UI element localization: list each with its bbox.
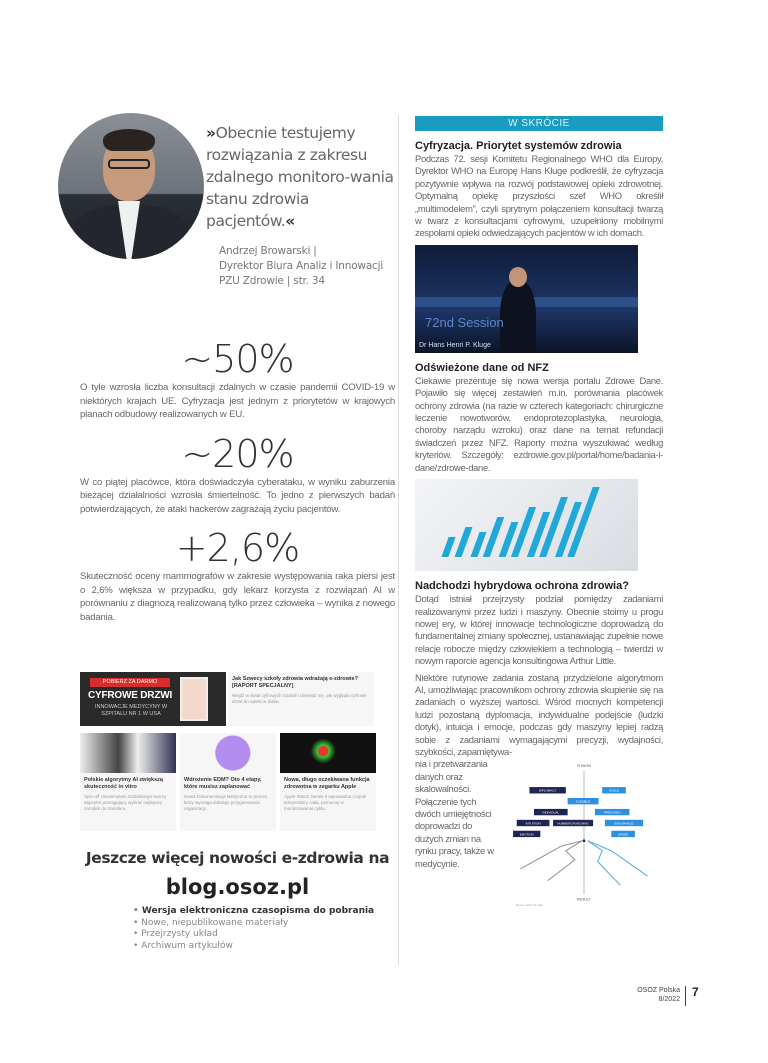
blog-card[interactable]: Wdrożenie EDM? Oto 4 etapy, które musisz zaplanować Nowa Dokumentacja Medyczna to proces, który wymaga dobrego przygotowania organizacji. [180, 733, 276, 831]
section-bar: W SKRÓCIE [415, 116, 663, 131]
quote-attribution: Andrzej Browarski | Dyrektor Biura Analiz i Innowacji PZU Zdrowie | str. 34 [219, 245, 384, 287]
promo-bullets: • Wersja elektroniczna czasopisma do pobrania • Nowe, niepublikowane materiały • Przejrzysty układ • Archiwum artykułów [133, 906, 374, 952]
article-text: Niektóre rutynowe zadania zostaną przydzielone algorytmom AI, umożliwiając pracownikom ochrony zdrowia skupienie się na zadaniach o wyższej wartości. Wśród mocnych kompetencji ludzi pozostaną dyplomacja, indywidualne podejście (ludzki dotyk), intuicja i emocje, podczas gdy maszyny lepiej radzą sobie z zadaniami wymagającymi precyzji, wydajności, szybkości, zapamiętywa- [415, 671, 663, 757]
article-title: Nadchodzi hybrydowa ochrona zdrowia? [415, 580, 629, 593]
svg-text:SCALE: SCALE [609, 789, 619, 794]
column-divider [398, 115, 399, 965]
stat-block [80, 432, 395, 517]
ad-article[interactable]: Jak Szwecy szkoły zdrowia wdrażają e-zdrowie? [RAPORT SPECJALNY] Wejdź w świat cyfrowych szpitali i dowiedz się, jak wygląda cyfrowe drzwi do opieki w dobie. [228, 672, 374, 726]
article-title: Odświeżone dane od NFZ [415, 361, 549, 374]
svg-text:RESULT: RESULT [576, 898, 592, 903]
svg-text:ENDURANCE: ENDURANCE [614, 821, 634, 826]
human-machine-diagram [505, 758, 663, 908]
who-conference-photo: 72nd Session Dr Hans Henri P. Kluge [415, 245, 638, 353]
quote-box [206, 122, 396, 289]
chart-photo [415, 479, 638, 571]
ad-banner[interactable]: POBIERZ ZA DARMO CYFROWE DRZWI INNOWACJE MEDYCYNY W SZPITALU NR 1 W USA [80, 672, 226, 726]
article-text: Ciekawie prezentuje się nowa wersja portalu Zdrowe Dane. Pojawiło się więcej zestawień m.in. porównania placówek ochrony zdrowia (na razie w czterech kategoriach: chirurgiczne leczenie nowotworów, endoprotezoplastyka, neurologia, choroby narządu wzroku) oraz dane na temat refundacji świadczeń przez NFZ. Raporty można wyszukiwać według kryteriów. Szczegóły: ezdrowie.gov.pl/portal/home/badania-i-dane/zdrowe-dane. [415, 374, 663, 473]
promo-heading: Jeszcze więcej nowości e-zdrowia na [85, 849, 390, 867]
stats-list [80, 337, 395, 624]
pull-quote: »Obecnie testujemy rozwiązania z zakresu zdalnego monitoro-wania stanu zdrowia pacjentów.« [206, 124, 394, 230]
blog-card[interactable]: Nowa, długo oczekiwana funkcja zdrowotna w zegarku Apple Apple Watch Series 8 wprowadza czujnik temperatury ciała, pomocny w monitorowaniu cyklu. [280, 733, 376, 831]
svg-text:PRECISION: PRECISION [603, 810, 621, 815]
article-text: Podczas 72. sesji Komitetu Regionalnego WHO dla Europy, Dyrektor WHO na Europę Hans Kluge podkreślił, że cyfryzacja pozytywnie wpływa na rozwój podstawowej opieki zdrowotnej. Optymalną opiekę przyszłości szef WHO określił „multimodelem”, czyli sprytnym połączeniem konsultacji twarzą w twarz z konsultacjami cyfrowymi, uzupełniony mobilnymi zespołami opieki odwiedzających pacjentów w ich domach. [415, 153, 663, 239]
sidebar-column [415, 116, 663, 908]
svg-text:INDIVIDUAL: INDIVIDUAL [542, 810, 560, 815]
stat-value: ~50% [181, 337, 294, 381]
stat-text: Skuteczność oceny mammografów w zakresie występowania raka piersi jest o 2,6% większa w przypadku, gdy lekarz korzysta z rozwiązań AI w porównaniu z diagnozą realizowaną tylko przez człowieka – wynika z nowego badania. [80, 571, 395, 623]
article-text: nia i przetwarzania danych oraz skalowalności. Połączenie tych dwóch umiejętności doprowadzi do dużych zmian na rynku pracy, także w medycynie. [415, 758, 494, 869]
author-photo [58, 113, 204, 259]
stat-text: W co piątej placówce, która doświadczyła cyberataku, w wyniku zaburzenia bieżącej działalności wzrosła śmiertelność. To jedno z pierwszych badań potwierdzających, że ataki hackerów zagrażają życiu pacjentów. [80, 476, 395, 515]
stat-block [80, 526, 395, 624]
svg-text:EMOTION: EMOTION [519, 832, 534, 837]
footer-separator [685, 986, 686, 1006]
svg-text:FUSION: FUSION [577, 764, 591, 769]
diagram-row [415, 758, 663, 908]
page-number: 7 [692, 985, 699, 999]
svg-text:Source: Arthur D. Little: Source: Arthur D. Little [515, 904, 544, 908]
svg-text:INTUITION: INTUITION [525, 821, 541, 826]
footer-magazine: OSOZ Polska 8/2022 [637, 987, 680, 1003]
blog-card[interactable]: Polskie algorytmy AI zwiększą skuteczność in vitro Spin-off Uniwersytetu Gdańskiego tworzy algorytm pomagający wybrać najlepszy zarodek do transferu. [80, 733, 176, 831]
stat-value: +2,6% [175, 526, 300, 570]
stat-block [80, 337, 395, 422]
article-title: Cyfryzacja. Priorytet systemów zdrowia [415, 140, 622, 152]
svg-text:DIPLOMACY: DIPLOMACY [538, 789, 557, 794]
svg-text:NUMBERCRUNCHING: NUMBERCRUNCHING [557, 821, 589, 826]
blog-link[interactable]: blog.osoz.pl [165, 875, 310, 899]
svg-text:FLEXIBLE: FLEXIBLE [576, 799, 591, 804]
svg-text:SPEED: SPEED [618, 832, 629, 837]
article-text: Dotąd istniał przejrzysty podział pomiędzy zadaniami realizowanymi przez ludzi i maszyny. Obecnie stoimy u progu nowej ery, w której innowacje technologiczne doprowadzą do fundamentalnej zmiany społecznej, ustanawiając zupełnie nowe relacje robocze między człowiekiem a technologią – twierdzi w nowym raporcie agencja konsultingowa Arthur Little. [415, 593, 663, 667]
stat-value: ~20% [181, 431, 294, 476]
stat-text: O tyle wzrosła liczba konsultacji zdalnych w czasie pandemii COVID-19 w niektórych krajach UE. Cyfryzacja jest jednym z priorytetów w krajowych planach odbudowy realizowanych w EU. [80, 382, 395, 420]
